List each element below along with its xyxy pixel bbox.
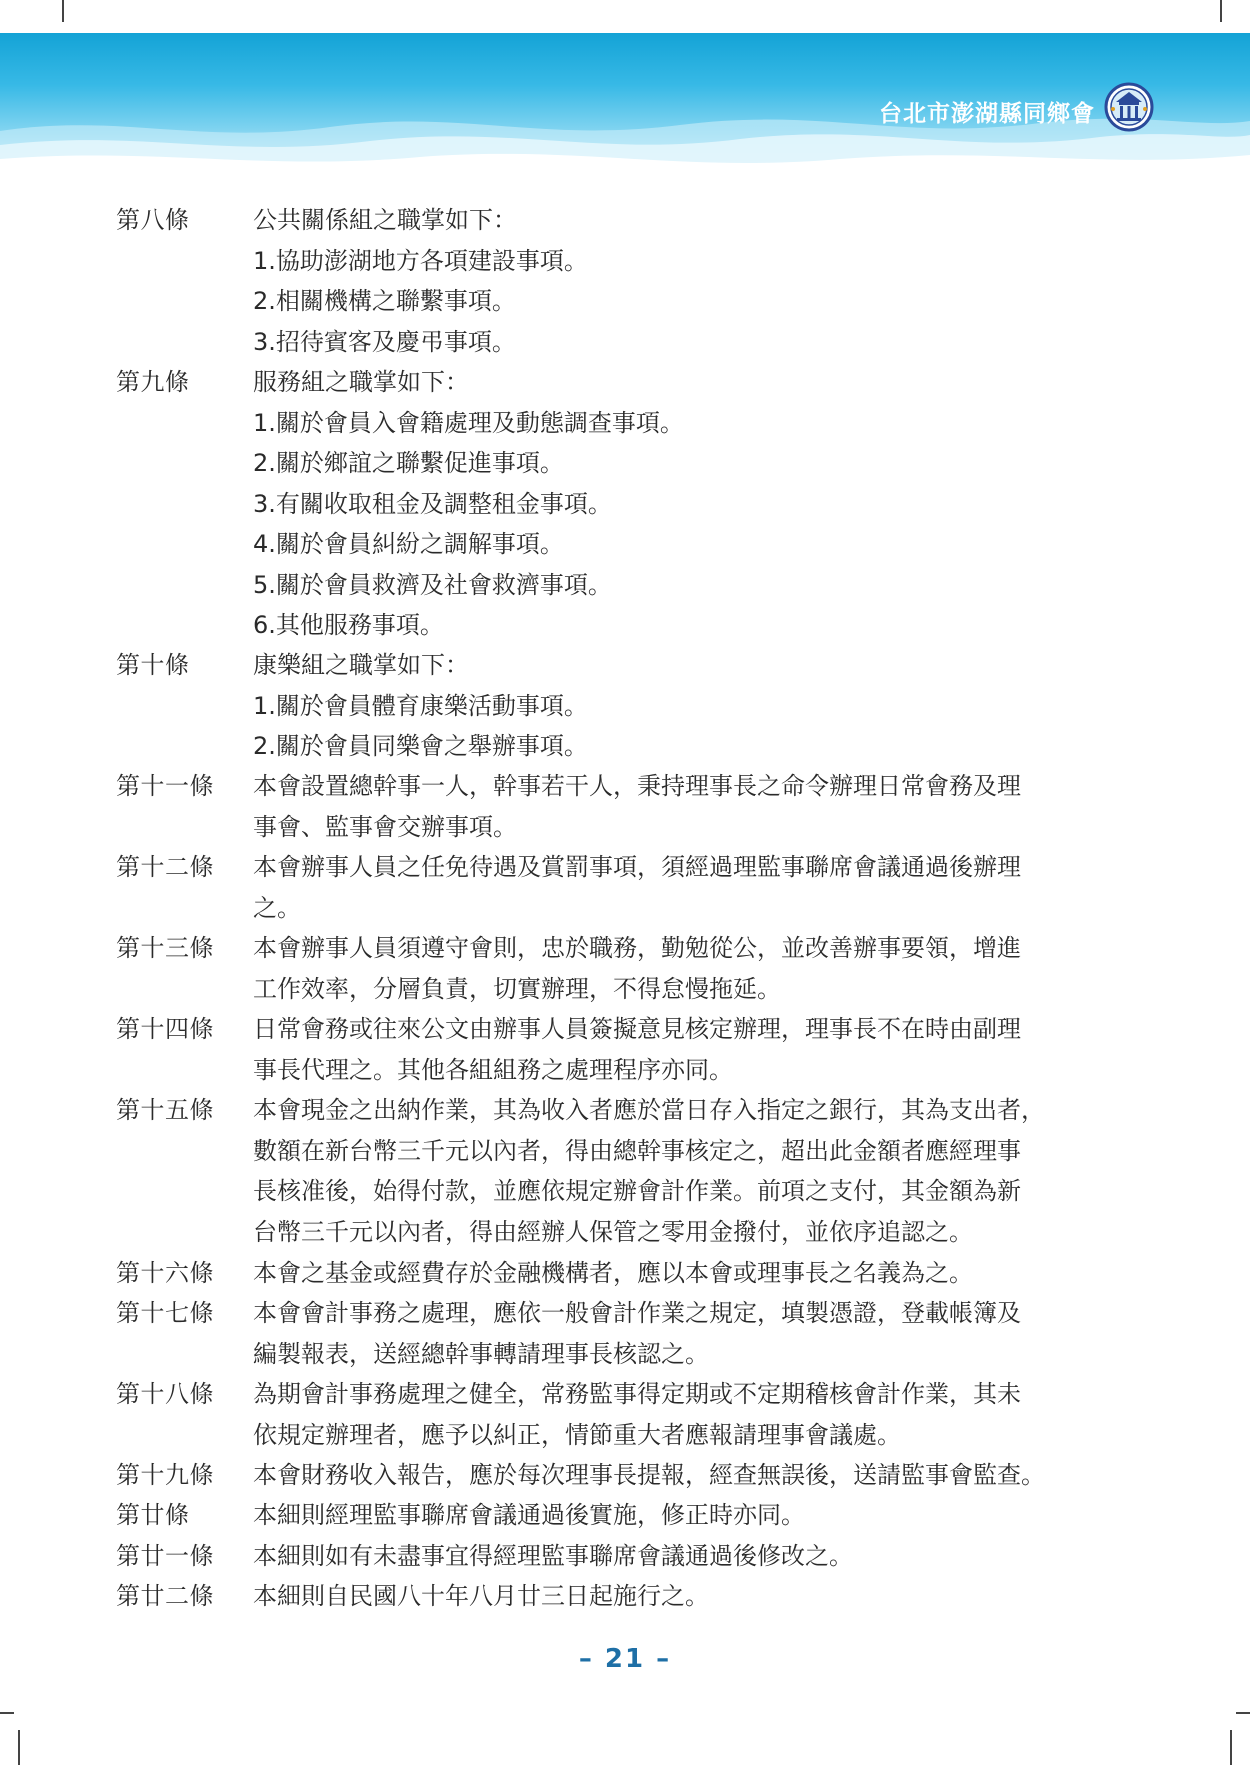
- crop-mark-bottom-left: [18, 1730, 20, 1765]
- crop-mark-bottom-right: [1230, 1730, 1232, 1765]
- article-number: 第八條: [116, 206, 190, 234]
- crop-mark-bottom-left-h: [0, 1712, 14, 1714]
- article-text: [253, 200, 1250, 362]
- article-number: 第十四條: [116, 1015, 214, 1043]
- article-line: 1.關於會員體育康樂活動事項。: [253, 691, 588, 720]
- article-line: 工作效率，分層負責，切實辦理，不得怠慢拖延。: [253, 974, 781, 1003]
- article-text: [253, 847, 1250, 928]
- article-line: 本細則經理監事聯席會議通過後實施，修正時亦同。: [253, 1501, 805, 1529]
- article-text: [253, 766, 1250, 847]
- article-line: 長核准後，始得付款，並應依規定辦會計作業。前項之支付，其金額為新: [253, 1177, 1021, 1205]
- article-line: 康樂組之職掌如下：: [253, 651, 469, 679]
- article-line: 3.招待賓客及慶弔事項。: [253, 327, 516, 356]
- article-number: 第十八條: [116, 1380, 214, 1408]
- article-line: 本會現金之出納作業，其為收入者應於當日存入指定之銀行，其為支出者，: [253, 1096, 1045, 1124]
- page-number: – 21 –: [578, 1644, 672, 1674]
- article-line: 台幣三千元以內者，得由經辦人保管之零用金撥付，並依序追認之。: [253, 1217, 973, 1246]
- crop-mark-bottom-right-h: [1236, 1712, 1250, 1714]
- article-line: 本細則如有未盡事宜得經理監事聯席會議通過後修改之。: [253, 1542, 853, 1570]
- article-number: 第十二條: [116, 853, 214, 881]
- article-line: 1.協助澎湖地方各項建設事項。: [253, 246, 588, 275]
- article-number: 第十九條: [116, 1461, 214, 1489]
- article-text: [253, 1293, 1250, 1374]
- article-line: 2.關於鄉誼之聯繫促進事項。: [253, 449, 564, 477]
- article-line: 事會、監事會交辦事項。: [253, 812, 517, 841]
- article-line: 6.其他服務事項。: [253, 611, 444, 639]
- article-line: 4.關於會員糾紛之調解事項。: [253, 530, 564, 558]
- article-text: [253, 1009, 1250, 1090]
- article-text: [253, 1495, 1250, 1536]
- article-number: 第十六條: [116, 1259, 214, 1287]
- article-line: 服務組之職掌如下：: [253, 368, 469, 396]
- article-line: 日常會務或往來公文由辦事人員簽擬意見核定辦理，理事長不在時由副理: [253, 1015, 1021, 1043]
- article-text: [253, 928, 1250, 1009]
- article-text: [253, 1253, 1250, 1294]
- organization-title: 台北市澎湖縣同鄉會: [879, 101, 1095, 127]
- association-emblem-icon: [1104, 82, 1154, 132]
- article-number: 第廿二條: [116, 1582, 214, 1610]
- article-line: 5.關於會員救濟及社會救濟事項。: [253, 570, 612, 599]
- article-line: 之。: [253, 893, 301, 922]
- article-number: 第十三條: [116, 934, 214, 962]
- article-number: 第九條: [116, 368, 190, 396]
- article-line: 3.有關收取租金及調整租金事項。: [253, 489, 612, 518]
- crop-mark-top-right: [1220, 0, 1222, 22]
- article-line: 事長代理之。其他各組組務之處理程序亦同。: [253, 1055, 733, 1084]
- article-line: 本會之基金或經費存於金融機構者，應以本會或理事長之名義為之。: [253, 1259, 973, 1287]
- article-number: 第十條: [116, 651, 190, 679]
- article-number: 第十一條: [116, 772, 214, 800]
- article-number: 第十七條: [116, 1299, 214, 1327]
- article-line: 2.相關機構之聯繫事項。: [253, 287, 516, 315]
- article-text: [253, 1090, 1250, 1252]
- crop-mark-top-left: [62, 0, 64, 22]
- article-text: [253, 1536, 1250, 1577]
- article-line: 依規定辦理者，應予以糾正，情節重大者應報請理事會議處。: [253, 1420, 901, 1449]
- article-line: 2.關於會員同樂會之舉辦事項。: [253, 732, 588, 760]
- article-text: [253, 645, 1250, 767]
- article-line: 本會會計事務之處理，應依一般會計作業之規定，填製憑證，登載帳簿及: [253, 1299, 1021, 1327]
- article-text: [253, 1455, 1250, 1496]
- article-line: 本會辦事人員須遵守會則，忠於職務，勤勉從公，並改善辦事要領，增進: [253, 934, 1021, 962]
- article-line: 本細則自民國八十年八月廿三日起施行之。: [253, 1582, 709, 1610]
- article-line: 本會財務收入報告，應於每次理事長提報，經查無誤後，送請監事會監查。: [253, 1461, 1045, 1489]
- article-text: [253, 1576, 1250, 1617]
- article-line: 本會設置總幹事一人，幹事若干人，秉持理事長之命令辦理日常會務及理: [253, 772, 1021, 800]
- article-text: [253, 362, 1250, 646]
- article-line: 1.關於會員入會籍處理及動態調查事項。: [253, 408, 684, 437]
- article-text: [253, 1374, 1250, 1455]
- article-number: 第廿一條: [116, 1542, 214, 1570]
- article-line: 本會辦事人員之任免待遇及賞罰事項，須經過理監事聯席會議通過後辦理: [253, 853, 1021, 881]
- article-line: 為期會計事務處理之健全，常務監事得定期或不定期稽核會計作業，其未: [253, 1380, 1021, 1408]
- article-number: 第廿條: [116, 1501, 190, 1529]
- article-line: 數額在新台幣三千元以內者，得由總幹事核定之，超出此金額者應經理事: [253, 1136, 1021, 1165]
- article-line: 公共關係組之職掌如下：: [253, 206, 517, 234]
- article-number: 第十五條: [116, 1096, 214, 1124]
- article-line: 編製報表，送經總幹事轉請理事長核認之。: [253, 1339, 709, 1368]
